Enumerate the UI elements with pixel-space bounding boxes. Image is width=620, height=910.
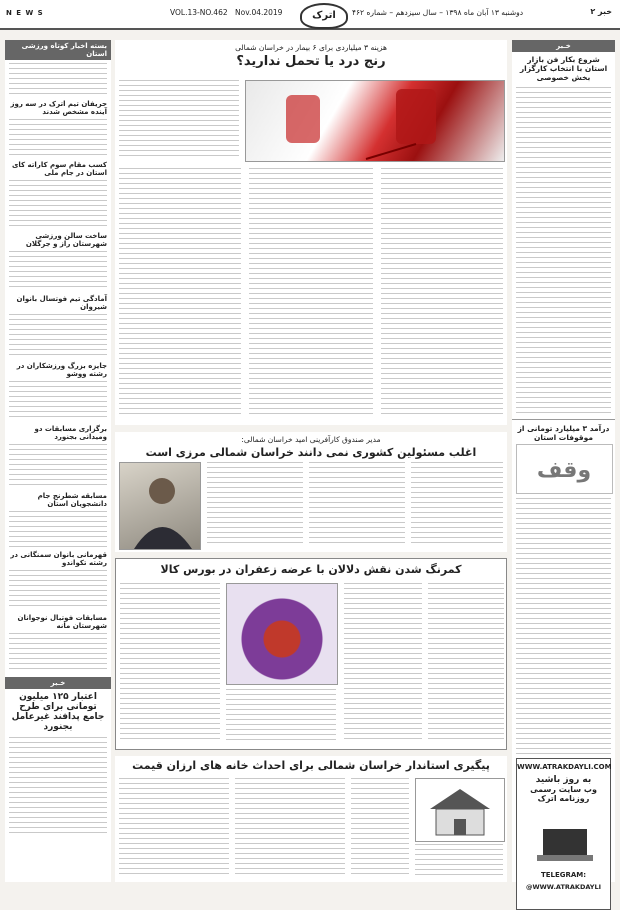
article-text <box>9 119 107 157</box>
newspaper-logo: اترک <box>300 3 348 29</box>
ad-line-1: به روز باشید <box>535 775 592 785</box>
house-photo <box>415 778 505 842</box>
house-icon <box>416 779 504 841</box>
article-text <box>9 63 107 95</box>
telegram-label: TELEGRAM: <box>540 871 587 879</box>
bottom-headline: پیگیری استاندار خراسان شمالی برای احداث خانه های ارزان قیمت <box>132 759 490 772</box>
svg-text:وقف: وقف <box>536 458 592 483</box>
article-text <box>9 444 107 488</box>
news-headline: برگزاری مسابقات دو ومیدانی بجنورد <box>34 425 107 441</box>
article-text <box>309 462 405 546</box>
middle-kicker: مدیر صندوق کارآفرینی امید خراسان شمالی: <box>241 435 381 444</box>
article-text <box>120 583 220 743</box>
person-icon <box>120 463 200 549</box>
article-text <box>119 778 229 878</box>
article-text <box>344 583 422 743</box>
website-ad[interactable] <box>516 758 611 910</box>
article-text <box>428 583 504 743</box>
top-headline: رنج درد یا تحمل ندارید؟ <box>236 54 386 69</box>
saffron-article <box>115 558 507 750</box>
left-bottom-headline: اعتبار ۱۲۵ میلیون تومانی برای طرح جامع پدافند غیرعامل بجنورد <box>11 692 105 732</box>
left-column <box>5 40 111 882</box>
main-bottom-article <box>115 756 507 882</box>
article-text <box>119 168 241 418</box>
article-text <box>9 314 107 358</box>
article-text <box>516 87 611 417</box>
main-top-article <box>115 40 507 425</box>
persian-date: دوشنبه ۱۳ آبان ماه ۱۳۹۸ – سال سیزدهم – شماره ۴۶۲ <box>352 8 524 17</box>
saffron-headline: کمرنگ شدن نقش دلالان با عرضه زعفران در بورس کالا <box>160 563 462 576</box>
article-text <box>381 168 503 418</box>
article-text <box>351 778 409 878</box>
article-text <box>207 462 303 546</box>
article-text <box>415 844 503 878</box>
ad-url[interactable]: WWW.ATRAKDAYLI.COM <box>517 763 612 771</box>
top-kicker: هزینه ۳ میلیاردی برای ۶ بیمار در خراسان شمالی <box>235 43 387 52</box>
iv-bag-icon <box>246 81 504 161</box>
article-text <box>9 381 107 421</box>
right-khabar-label: خـبر <box>512 40 615 52</box>
news-headline: آمادگی تیم فوتسال بانوان شیروان <box>16 295 107 311</box>
telegram-handle[interactable]: @WWW.ATRAKDAYLI <box>525 883 602 891</box>
right-second-headline: درآمد ۳ میلیارد تومانی از موقوفات استان <box>512 419 615 444</box>
waqf-logo-photo <box>516 444 613 494</box>
blood-bag-photo <box>245 80 505 162</box>
waqf-logo-icon <box>517 445 612 493</box>
news-headline: جایزه بزرگ ورزشکاران در رشته ووشو <box>16 362 107 378</box>
saffron-photo <box>226 583 338 685</box>
article-text <box>9 180 107 228</box>
article-text <box>9 633 107 673</box>
news-label: N E W S <box>6 9 44 17</box>
article-text <box>119 80 239 160</box>
laptop-icon <box>535 825 595 865</box>
article-text <box>226 689 336 743</box>
right-lead-headline: شروع بکار فن بازار استان با انتخاب کارگزار بخش خصوصی <box>519 55 608 82</box>
news-headline: مسابقه شطرنج جام دانشجویان استان <box>37 492 107 508</box>
ad-line-2: وب سایت رسمی روزنامه اترک <box>530 785 597 803</box>
article-text <box>9 511 107 547</box>
sports-box-title: بسته اخبار کوتاه ورزشی استان <box>5 40 111 60</box>
main-middle-article <box>115 432 507 552</box>
official-portrait-photo <box>119 462 201 550</box>
page-header <box>0 0 620 30</box>
right-column <box>512 40 615 891</box>
news-headline: قهرمانی بانوان سمنگانی در رشته تکواندو <box>10 551 107 567</box>
news-headline: حریفان تیم اترک در سه روز آینده مشخص شدند <box>10 100 107 116</box>
english-date: Nov.04.2019 <box>235 8 283 17</box>
middle-headline: اغلب مسئولین کشوری نمی دانند خراسان شمالی مرزی است <box>145 446 477 459</box>
article-text <box>411 462 503 546</box>
news-headline: کسب مقام سوم کاراته کای استان در جام ملی <box>11 161 107 177</box>
news-headline: مسابقات فوتبال نوجوانان شهرستان مانه <box>17 614 107 630</box>
article-text <box>9 570 107 610</box>
volume-number: VOL.13-NO.462 <box>170 8 228 17</box>
news-headline: ساخت سالن ورزشی شهرستان راز و جرگلان <box>25 232 107 248</box>
article-text <box>249 168 373 418</box>
khabar-label: خـبر <box>5 677 111 689</box>
article-text <box>235 778 345 878</box>
article-text <box>9 251 107 291</box>
article-text <box>516 498 611 754</box>
page-number: خبر ۲ <box>590 7 612 16</box>
article-text <box>9 737 107 837</box>
